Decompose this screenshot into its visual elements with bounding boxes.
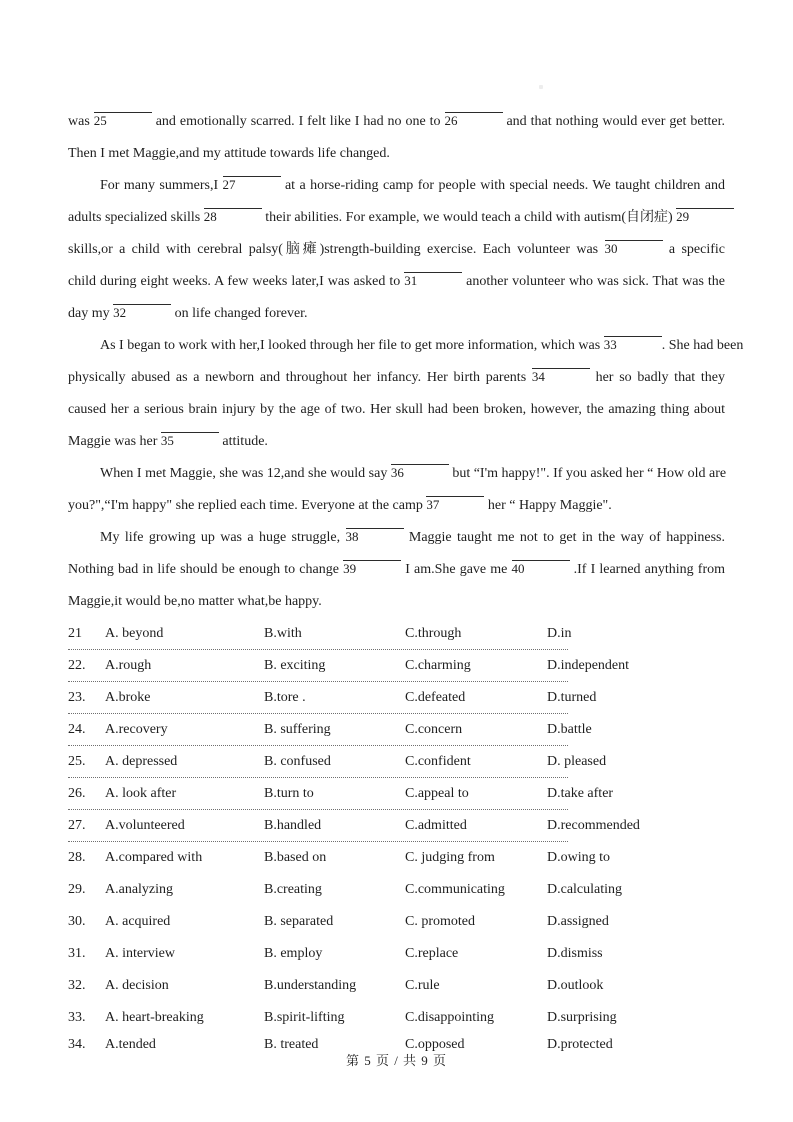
option-b: B.handled: [264, 818, 322, 833]
passage-line-14: My life growing up was a huge struggle, 38 Maggie taught me not to get in the way of happiness.: [100, 529, 725, 545]
option-row-27: [68, 810, 725, 842]
cloze-blank-28: 28: [204, 208, 262, 225]
option-row-32: [68, 970, 725, 1002]
passage-line-8: As I began to work with her,I looked through her file to get more information, which was 33 . She had been: [100, 337, 744, 353]
option-a: A. decision: [105, 978, 169, 993]
question-number: 32.: [68, 978, 86, 993]
option-c: C.concern: [405, 722, 463, 737]
option-b: B. separated: [264, 914, 334, 929]
question-number: 33.: [68, 1010, 86, 1025]
options-table: [68, 618, 725, 1055]
option-c: C.charming: [405, 658, 471, 673]
option-d: D.turned: [547, 690, 597, 705]
cloze-blank-27: 27: [223, 176, 281, 193]
question-number: 21: [68, 626, 82, 641]
question-number: 26.: [68, 786, 86, 801]
option-c: C.replace: [405, 946, 459, 961]
cloze-blank-26: 26: [445, 112, 503, 129]
question-number: 23.: [68, 690, 86, 705]
option-d: D.independent: [547, 658, 630, 673]
passage-line-9: physically abused as a newborn and throughout her infancy. Her birth parents 34 her so badly that they: [68, 369, 725, 385]
passage-line-7: day my 32 on life changed forever.: [68, 305, 308, 321]
option-row-29: [68, 874, 725, 906]
option-d: D. pleased: [547, 754, 607, 769]
passage-line-10: caused her a serious brain injury by the age of two. Her skull had been broken, however, the amazing thing about: [68, 402, 725, 417]
option-c: C.through: [405, 626, 462, 641]
option-b: B. treated: [264, 1036, 319, 1052]
question-number: 24.: [68, 722, 86, 737]
cloze-blank-33: 33: [604, 336, 662, 353]
cloze-blank-39: 39: [343, 560, 401, 577]
question-number: 28.: [68, 850, 86, 865]
option-d: D.in: [547, 626, 572, 641]
cloze-blank-31: 31: [404, 272, 462, 289]
question-number: 31.: [68, 946, 86, 961]
option-a: A.recovery: [105, 722, 168, 737]
option-a: A.compared with: [105, 850, 203, 865]
option-b: B.turn to: [264, 786, 314, 801]
option-d: D.protected: [547, 1036, 613, 1052]
option-c: C. judging from: [405, 850, 495, 865]
option-d: D.assigned: [547, 914, 609, 929]
option-row-23: [68, 682, 725, 714]
cloze-blank-36: 36: [391, 464, 449, 481]
passage-line-4: adults specialized skills 28 their abilities. For example, we would teach a child with autism(自闭症) 29: [68, 202, 725, 234]
question-number: 34.: [68, 1036, 86, 1052]
option-b: B.tore .: [264, 690, 306, 705]
passage-line-2: Then I met Maggie,and my attitude towards life changed.: [68, 146, 390, 161]
option-d: D.take after: [547, 786, 614, 801]
option-a: A.tended: [105, 1036, 156, 1052]
option-b: B.creating: [264, 882, 322, 897]
passage-line-13: you?",“I'm happy" she replied each time. Everyone at the camp 37 her “ Happy Maggie".: [68, 497, 612, 513]
option-row-28: [68, 842, 725, 874]
option-row-31: [68, 938, 725, 970]
cloze-blank-38: 38: [346, 528, 404, 545]
option-a: A. heart-breaking: [105, 1010, 204, 1025]
cloze-blank-30: 30: [605, 240, 663, 257]
option-c: C. promoted: [405, 914, 475, 929]
passage-line-6: child during eight weeks. A few weeks later,I was asked to 31 another volunteer who was sick. That was the: [68, 273, 725, 289]
option-b: B.understanding: [264, 978, 357, 993]
option-b: B.based on: [264, 850, 327, 865]
option-a: A.volunteered: [105, 818, 185, 833]
passage-line-5: skills,or a child with cerebral palsy(脑瘫)strength-building exercise. Each volunteer was 30 a specific: [68, 241, 726, 257]
cloze-passage: [68, 106, 744, 618]
option-c: C.communicating: [405, 882, 505, 897]
passage-line-15: Nothing bad in life should be enough to change 39 I am.She gave me 40 .If I learned anything from: [68, 561, 726, 577]
option-row-26: [68, 778, 725, 810]
question-number: 27.: [68, 818, 86, 833]
option-row-22: [68, 650, 725, 682]
cloze-blank-37: 37: [426, 496, 484, 513]
option-c: C.rule: [405, 978, 440, 993]
option-c: C.opposed: [405, 1036, 465, 1052]
option-c: C.appeal to: [405, 786, 469, 801]
option-c: C.disappointing: [405, 1010, 495, 1025]
option-c: C.defeated: [405, 690, 466, 705]
option-row-30: [68, 906, 725, 938]
option-a: A.broke: [105, 690, 151, 705]
option-d: D.outlook: [547, 978, 604, 993]
question-number: 29.: [68, 882, 86, 897]
option-d: D.surprising: [547, 1010, 617, 1025]
option-b: B. confused: [264, 754, 331, 769]
option-row-21: [68, 618, 725, 650]
passage-line-1: was 25 and emotionally scarred. I felt like I had no one to 26 and that nothing would ever get better.: [68, 113, 725, 129]
passage-line-12: When I met Maggie, she was 12,and she would say 36 but “I'm happy!". If you asked her “ How old are: [100, 465, 727, 481]
option-b: B. exciting: [264, 658, 326, 673]
stray-mark: [539, 85, 543, 89]
option-b: B. suffering: [264, 722, 331, 737]
question-number: 25.: [68, 754, 86, 769]
option-row-33: [68, 1002, 725, 1034]
option-c: C.confident: [405, 754, 471, 769]
option-a: A. interview: [105, 946, 175, 961]
option-c: C.admitted: [405, 818, 467, 833]
cloze-blank-35: 35: [161, 432, 219, 449]
option-row-24: [68, 714, 725, 746]
question-number: 30.: [68, 914, 86, 929]
option-a: A. look after: [105, 786, 177, 801]
option-d: D.owing to: [547, 850, 610, 865]
cloze-blank-40: 40: [512, 560, 570, 577]
option-row-25: [68, 746, 725, 778]
option-a: A. acquired: [105, 914, 171, 929]
passage-line-16: Maggie,it would be,no matter what,be happy.: [68, 594, 322, 609]
option-a: A. beyond: [105, 626, 164, 641]
option-a: A.analyzing: [105, 882, 174, 897]
passage-line-11: Maggie was her 35 attitude.: [68, 433, 268, 449]
option-a: A. depressed: [105, 754, 178, 769]
cloze-blank-25: 25: [94, 112, 152, 129]
question-number: 22.: [68, 658, 86, 673]
option-a: A.rough: [105, 658, 152, 673]
option-d: D.dismiss: [547, 946, 603, 961]
passage-line-3: For many summers,I 27 at a horse-riding camp for people with special needs. We taught children and: [100, 177, 726, 193]
option-b: B.spirit-lifting: [264, 1010, 345, 1025]
cloze-blank-29: 29: [676, 208, 734, 225]
option-b: B.with: [264, 626, 302, 641]
option-d: D.calculating: [547, 882, 623, 897]
option-d: D.recommended: [547, 818, 640, 833]
cloze-blank-32: 32: [113, 304, 171, 321]
cloze-blank-34: 34: [532, 368, 590, 385]
option-d: D.battle: [547, 722, 592, 737]
page-number: 第 5 页 / 共 9 页: [345, 1053, 448, 1068]
option-b: B. employ: [264, 946, 323, 961]
page-footer: [0, 1050, 793, 1076]
